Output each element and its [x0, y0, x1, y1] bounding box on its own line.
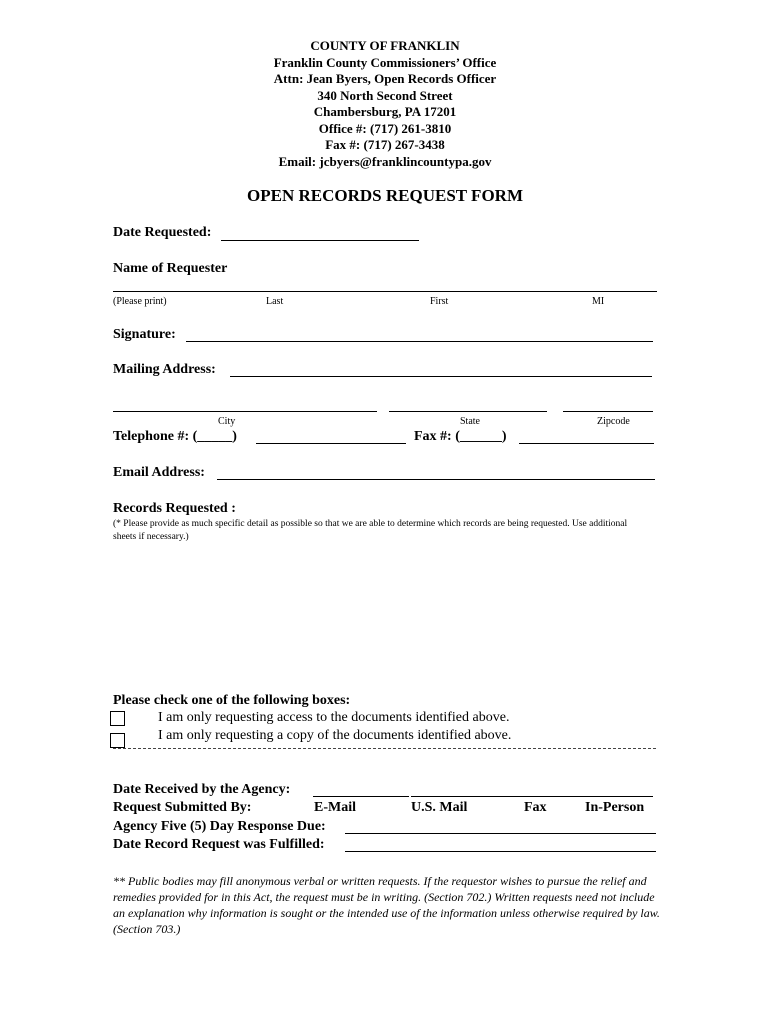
office-phone: Office #: (717) 261-3810: [318, 120, 452, 136]
method-us-mail[interactable]: U.S. Mail: [411, 800, 468, 815]
date-received-label: Date Received by the Agency:: [113, 782, 291, 797]
state-hint: State: [460, 416, 480, 427]
fax-label: Fax #: (______): [414, 429, 507, 444]
method-fax[interactable]: Fax: [524, 800, 547, 815]
city-hint: City: [218, 416, 236, 427]
records-requested-label: Records Requested :: [113, 501, 236, 516]
method-email[interactable]: E-Mail: [314, 800, 356, 815]
date-requested-field[interactable]: [221, 240, 419, 241]
copy-checkbox[interactable]: [110, 733, 125, 748]
submitted-by-label: Request Submitted By:: [113, 800, 252, 815]
county-name: COUNTY OF FRANKLIN: [310, 38, 460, 53]
office-name: Franklin County Commissioners’ Office: [273, 54, 497, 70]
access-checkbox[interactable]: [110, 711, 125, 726]
form-title: OPEN RECORDS REQUEST FORM: [247, 186, 523, 205]
city-field[interactable]: [113, 411, 377, 412]
method-in-person[interactable]: In-Person: [585, 800, 645, 815]
attn-line: Attn: Jean Byers, Open Records Officer: [273, 71, 497, 86]
date-received-field-b[interactable]: [411, 796, 653, 797]
footnote: ** Public bodies may fill anonymous verbal or written requests. If the requestor wishes to pursue the relief and remedies provided for in this Act, the request must be in writing. (Section 702.) Written requests need not include an explanation why information is sought or the intended use of the information unless otherwise required by law. (Section 703.): [113, 874, 660, 936]
section-divider: [113, 748, 656, 749]
state-field[interactable]: [389, 411, 547, 412]
zipcode-hint: Zipcode: [597, 416, 630, 427]
name-last-hint: Last: [266, 296, 284, 307]
date-requested-label: Date Requested:: [113, 225, 212, 240]
zipcode-field[interactable]: [563, 411, 653, 412]
name-print-hint: (Please print): [113, 296, 167, 307]
records-requested-area[interactable]: [113, 548, 657, 688]
name-mi-hint: MI: [592, 296, 605, 307]
city-state-zip: Chambersburg, PA 17201: [313, 104, 457, 119]
name-first-hint: First: [430, 296, 449, 307]
five-day-due-label: Agency Five (5) Day Response Due:: [113, 819, 326, 834]
fulfilled-field[interactable]: [345, 851, 656, 852]
five-day-due-field[interactable]: [345, 833, 656, 834]
check-heading: Please check one of the following boxes:: [113, 693, 351, 708]
email-label: Email Address:: [113, 465, 205, 480]
copy-option-label: I am only requesting a copy of the documents identified above.: [158, 728, 512, 743]
telephone-field[interactable]: [256, 443, 406, 444]
fulfilled-label: Date Record Request was Fulfilled:: [113, 837, 325, 852]
mailing-address-field[interactable]: [230, 376, 652, 377]
street-address: 340 North Second Street: [317, 87, 453, 103]
name-field[interactable]: [113, 291, 657, 292]
signature-field[interactable]: [186, 341, 653, 342]
office-fax: Fax #: (717) 267-3438: [325, 137, 445, 152]
mailing-address-label: Mailing Address:: [113, 362, 216, 377]
access-option-label: I am only requesting access to the documents identified above.: [158, 710, 510, 725]
fax-field[interactable]: [519, 443, 654, 444]
email-field[interactable]: [217, 479, 655, 480]
office-email: Email: jcbyers@franklincountypa.gov: [278, 153, 492, 169]
name-label: Name of Requester: [113, 261, 228, 276]
date-received-field-a[interactable]: [313, 796, 409, 797]
records-requested-note: (* Please provide as much specific detail as possible so that we are able to determine which records are being requested. Use additional sheets if necessary.): [113, 519, 628, 542]
signature-label: Signature:: [113, 327, 176, 342]
telephone-label: Telephone #: (_____): [113, 429, 237, 444]
